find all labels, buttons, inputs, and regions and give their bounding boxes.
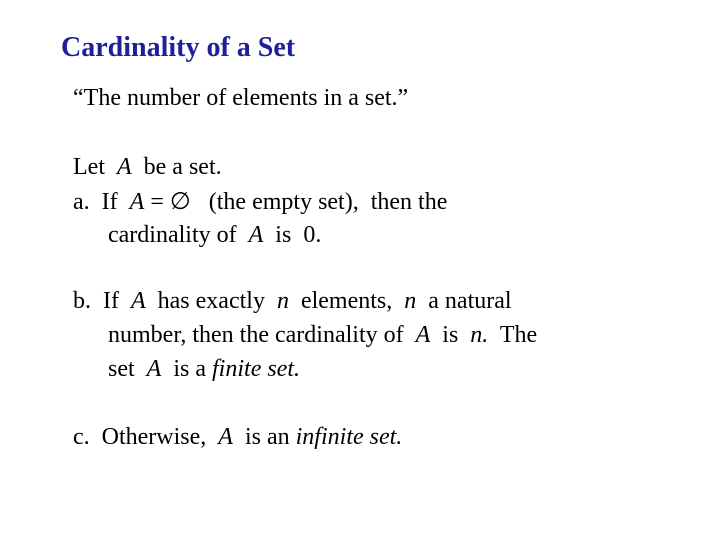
item-b-set: set (108, 356, 135, 382)
item-a-cardinality-of: cardinality of (108, 222, 237, 248)
item-c-otherwise: Otherwise, (101, 424, 207, 450)
intro-rest: be a set. (143, 154, 222, 180)
item-a-marker: a. (73, 189, 90, 215)
definition-quote: “The number of elements in a set.” (73, 85, 409, 111)
item-b-if: If (103, 288, 119, 314)
item-a-then: then the (370, 189, 448, 215)
item-b-is-a: is a (173, 356, 207, 382)
item-b-elements: elements, (300, 288, 393, 314)
item-a-line-2 (108, 218, 321, 252)
item-a-variable: A (129, 189, 145, 215)
item-a-line-1 (73, 184, 447, 219)
item-b-is: is (442, 322, 459, 348)
item-b-marker: b. (73, 288, 91, 314)
item-a-zero: 0. (303, 222, 322, 248)
item-b-n: n (276, 288, 289, 314)
item-b-variable-3: A (146, 356, 162, 382)
item-a-is: is (275, 222, 292, 248)
item-b-n-2: n (404, 288, 417, 314)
item-b-variable-2: A (415, 322, 431, 348)
item-b-finite-set: finite set. (212, 356, 300, 382)
item-a-if: If (101, 189, 118, 215)
item-b-a-natural: a natural (428, 288, 512, 314)
item-b-n-3: n. (470, 322, 489, 348)
item-a-empty-set-note: (the empty set), (208, 189, 359, 215)
item-a-variable-2: A (248, 222, 264, 248)
intro-let: Let (73, 154, 105, 180)
item-c-line (73, 420, 402, 454)
item-c-infinite-set: infinite set. (295, 424, 403, 450)
item-b-number-then: number, then the cardinality of (108, 322, 404, 348)
item-b-line-1 (73, 284, 512, 318)
item-b-the: The (499, 322, 538, 348)
intro-variable: A (116, 154, 132, 180)
empty-set-symbol: ∅ (169, 187, 191, 215)
item-a-equals: = (150, 189, 164, 215)
item-b-has-exactly: has exactly (157, 288, 265, 314)
item-c-marker: c. (73, 424, 90, 450)
slide-title: Cardinality of a Set (61, 32, 296, 63)
item-c-variable: A (218, 424, 233, 450)
intro-line (73, 150, 222, 184)
item-b-line-3 (108, 352, 300, 386)
item-b-line-2 (108, 318, 537, 352)
item-c-is-an: is an (244, 424, 290, 450)
item-b-variable: A (130, 288, 146, 314)
